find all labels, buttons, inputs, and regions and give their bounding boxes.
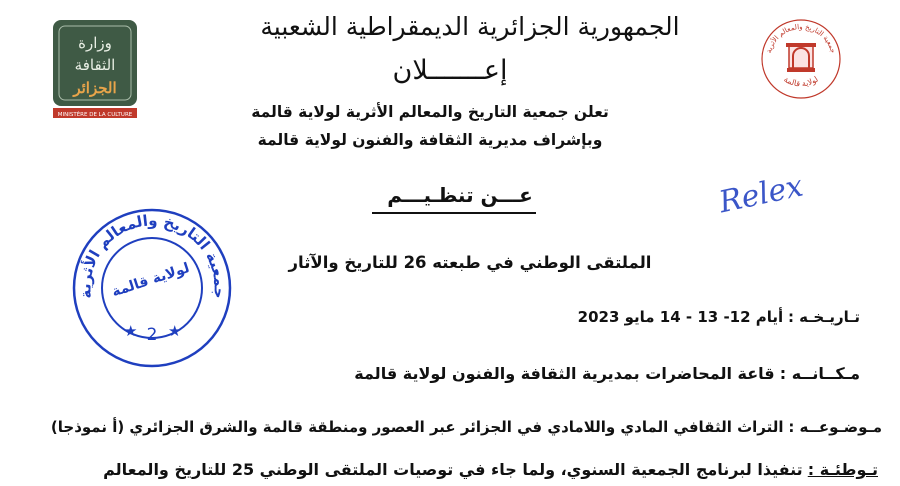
note-label: تـوطئـة : — [807, 460, 878, 479]
association-logo — [760, 18, 842, 100]
date-label: تـاريـخـه : — [787, 308, 860, 326]
note-value: تنفيذا لبرنامج الجمعية السنوي، ولما جاء في توصيات الملتقى الوطني 25 للتاريخ والمعالم — [103, 460, 803, 479]
ministry-logo-line1: وزارة — [78, 34, 112, 52]
logo-bottom-text: لولاية قالمة — [782, 74, 820, 89]
ministry-logo-line3: الجزائر — [73, 79, 117, 97]
announcement-title: إعـــــــلان — [392, 55, 508, 86]
stamp-center-text: لولاية قالمة — [109, 260, 192, 301]
association-stamp — [70, 206, 235, 371]
date-row — [240, 308, 860, 326]
forum-title: الملتقى الوطني في طبعته 26 للتاريخ والآثار — [288, 253, 652, 272]
monument-icon — [786, 43, 816, 72]
stamp-ring-text: جمعية التاريخ والمعالم الأثرية — [76, 211, 229, 300]
handwritten-signature — [710, 160, 830, 220]
topic-value: التراث الثقافي المادي واللامادي في الجزائر عبر العصور ومنطقة قالمة والشرق الجزائري (أ نموذجا) — [50, 418, 784, 436]
note-row — [58, 460, 878, 479]
date-value: أيام 12- 13 - 14 مايو 2023 — [577, 308, 784, 326]
place-label: مـكــانــه : — [779, 364, 860, 383]
organize-label: عـــن تنظـيـــم — [387, 183, 533, 207]
ministry-logo-line2: الثقافة — [74, 56, 116, 74]
signature-text: Relex — [716, 168, 807, 220]
place-row — [240, 364, 860, 383]
stamp-number: 2 — [146, 325, 158, 345]
ministry-emblem-icon — [50, 18, 140, 120]
place-value: قاعة المحاضرات بمديرية الثقافة والفنون لولاية قالمة — [354, 364, 775, 383]
supervision-line: وبإشراف مديرية الثقافة والفنون لولاية قالمة — [257, 131, 603, 149]
stamp-star-left-icon: ★ — [124, 322, 138, 340]
stamp-star-right-icon: ★ — [168, 322, 182, 340]
ministry-logo — [50, 18, 140, 120]
topic-row — [22, 418, 882, 436]
logo-top-text: جمعية التاريخ والمعالم الأثرية — [764, 22, 838, 54]
organize-underline — [372, 212, 536, 214]
topic-label: مـوضـوعــه : — [788, 418, 882, 436]
announcing-organization: تعلن جمعية التاريخ والمعالم الأثرية لولاية قالمة — [251, 103, 609, 121]
republic-header: الجمهورية الجزائرية الديمقراطية الشعبية — [260, 12, 680, 41]
ministry-logo-tagline: MINISTÈRE DE LA CULTURE — [57, 112, 133, 118]
